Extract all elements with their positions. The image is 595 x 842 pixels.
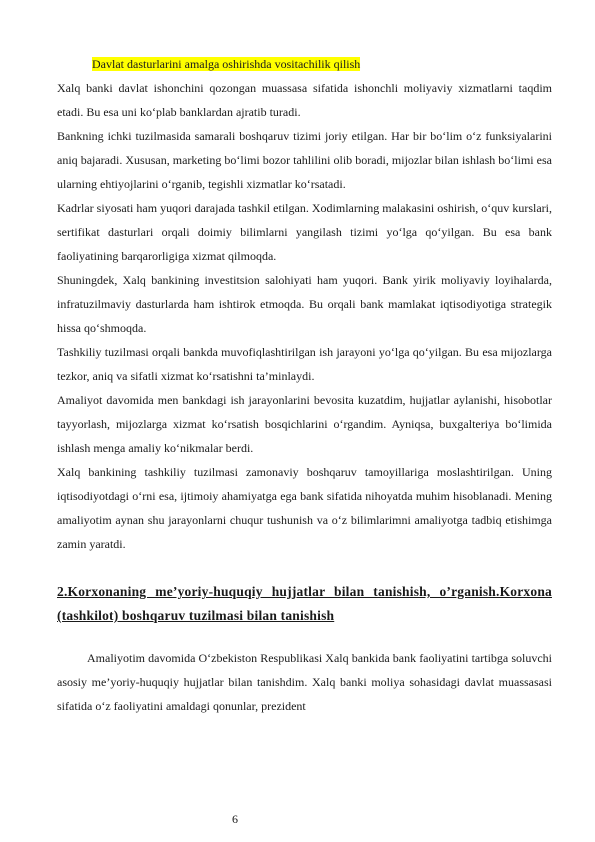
- paragraph-3: Kadrlar siyosati ham yuqori darajada tashkil etilgan. Xodimlarning malakasini oshirish, o‘quv kurslari, sertifikat dasturlari orqali doimiy bilimlarni yangilash tizimi yo‘lga qo‘yilgan. Bu esa bank faoliyatining barqarorligiga xizmat qilmoqda.: [57, 201, 552, 263]
- section-paragraph: Amaliyotim davomida O‘zbekiston Respublikasi Xalq bankida bank faoliyatini tartibga soluvchi asosiy me’yoriy-huquqiy hujjatlar bilan tanishdim. Xalq banki moliya sohasidagi davlat muassasasi sifatida o‘z faoliyatini amaldagi qonunlar, prezident: [57, 651, 552, 713]
- document-page: [57, 52, 552, 718]
- paragraph-2: Bankning ichki tuzilmasida samarali boshqaruv tizimi joriy etilgan. Har bir bo‘lim o‘z funksiyalarini aniq bajaradi. Xususan, marketing bo‘limi bozor tahlilini olib boradi, mijozlar bilan ishlash bo‘limi esa ularning ehtiyojlarini o‘rganib, tegishli xizmatlar ko‘rsatadi.: [57, 129, 552, 191]
- page-number: 6: [232, 812, 238, 826]
- section-title: 2.Korxonaning me’yoriy-huquqiy hujjatlar bilan tanishish, o’rganish.Korxona (tashkilot) boshqaruv tuzilmasi bilan tanishish: [57, 584, 552, 623]
- paragraph-7: Xalq bankining tashkiliy tuzilmasi zamonaviy boshqaruv tamoyillariga moslashtirilgan. Uning iqtisodiyotdagi o‘rni esa, ijtimoiy ahamiyatga ega bank sifatida nihoyatda muhim hisoblanadi. Mening amaliyotim aynan shu jarayonlarni chuqur tushunish va o‘z bilimlarimni amaliyotga tadbiq etishimga zamin yaratdi.: [57, 465, 552, 551]
- paragraph-1: Xalq banki davlat ishonchini qozongan muassasa sifatida ishonchli moliyaviy xizmatlarni taqdim etadi. Bu esa uni ko‘plab banklardan ajratib turadi.: [57, 81, 552, 119]
- highlighted-heading-text: Davlat dasturlarini amalga oshirishda vositachilik qilish: [92, 57, 361, 71]
- paragraph-6: Amaliyot davomida men bankdagi ish jarayonlarini bevosita kuzatdim, hujjatlar aylanishi, hisobotlar tayyorlash, mijozlarga xizmat ko‘rsatish bosqichlarini o‘rgandim. Ayniqsa, buxgalteriya bo‘limida ishlash menga amaliy ko‘nikmalar berdi.: [57, 393, 552, 455]
- highlighted-heading: [92, 52, 552, 76]
- paragraph-4: Shuningdek, Xalq bankining investitsion salohiyati ham yuqori. Bank yirik moliyaviy loyihalarda, infratuzilmaviy dasturlarda ham ishtirok etmoqda. Bu orqali bank mamlakat iqtisodiyotiga strategik hissa qo‘shmoqda.: [57, 273, 552, 335]
- paragraph-5: Tashkiliy tuzilmasi orqali bankda muvofiqlashtirilgan ish jarayoni yo‘lga qo‘yilgan. Bu esa mijozlarga tezkor, aniq va sifatli xizmat ko‘rsatishni ta’minlaydi.: [57, 345, 552, 383]
